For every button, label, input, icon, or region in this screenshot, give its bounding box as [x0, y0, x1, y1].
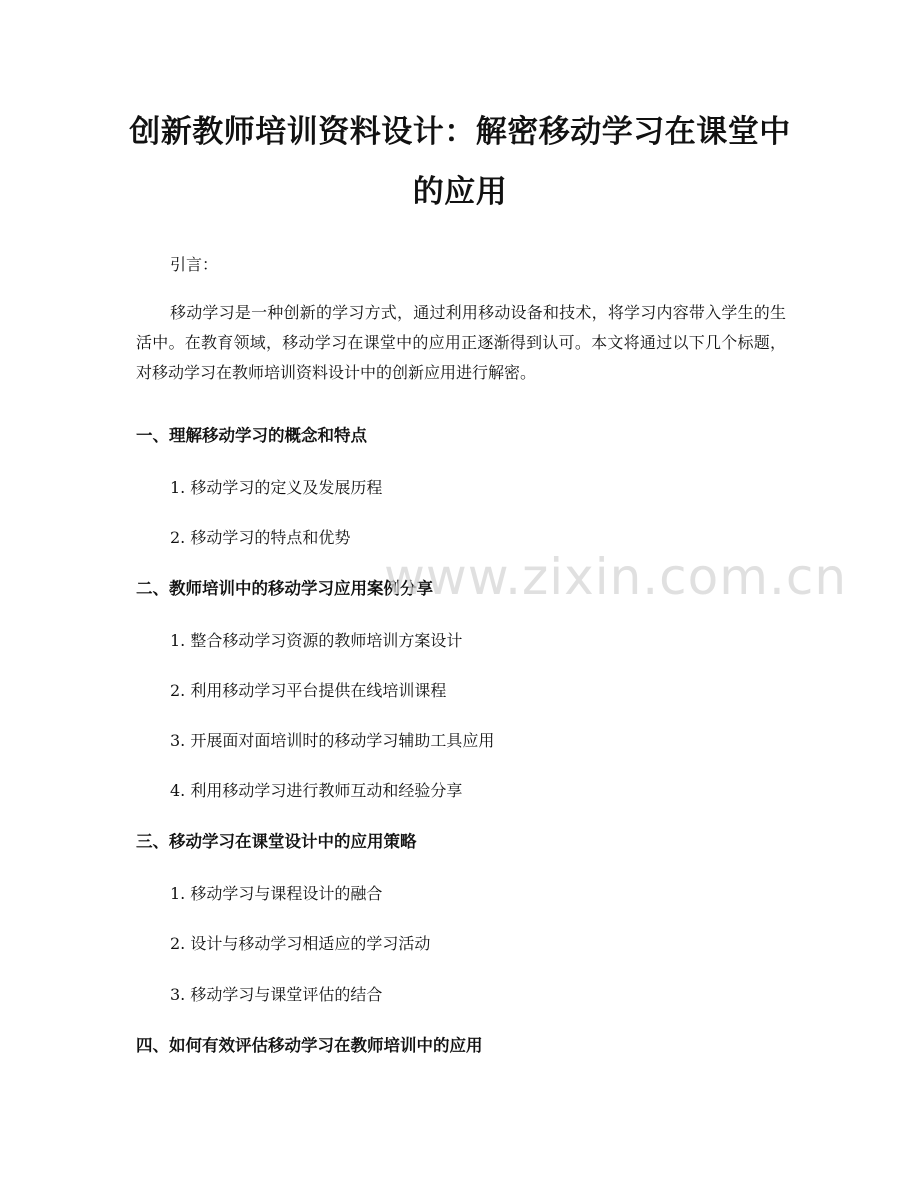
section-1-item-1: 1. 移动学习的定义及发展历程 — [170, 478, 383, 497]
section-3-heading: 三、移动学习在课堂设计中的应用策略 — [136, 832, 417, 851]
section-2-item-3: 3. 开展面对面培训时的移动学习辅助工具应用 — [170, 731, 495, 750]
section-3-item-2: 2. 设计与移动学习相适应的学习活动 — [170, 934, 431, 953]
watermark-text: www.zixin.com.cn — [384, 548, 848, 606]
section-1-item-2: 2. 移动学习的特点和优势 — [170, 528, 351, 547]
section-1-heading: 一、理解移动学习的概念和特点 — [136, 426, 367, 445]
section-2-item-4: 4. 利用移动学习进行教师互动和经验分享 — [170, 781, 463, 800]
section-3-item-3: 3. 移动学习与课堂评估的结合 — [170, 985, 383, 1004]
section-2-heading: 二、教师培训中的移动学习应用案例分享 — [136, 579, 433, 598]
document-title: 创新教师培训资料设计：解密移动学习在课堂中的应用 — [129, 114, 791, 210]
intro-paragraph: 移动学习是一种创新的学习方式，通过利用移动设备和技术，将学习内容带入学生的生活中。在教育领域，移动学习在课堂中的应用正逐渐得到认可。本文将通过以下几个标题，对移动学习在教师培训资料设计中的创新应用进行解密。 — [136, 303, 786, 382]
section-2-item-1: 1. 整合移动学习资源的教师培训方案设计 — [170, 631, 463, 650]
section-2-item-2: 2. 利用移动学习平台提供在线培训课程 — [170, 681, 447, 700]
intro-label: 引言： — [170, 255, 219, 274]
section-3-item-1: 1. 移动学习与课程设计的融合 — [170, 884, 383, 903]
section-4-heading: 四、如何有效评估移动学习在教师培训中的应用 — [136, 1036, 483, 1055]
